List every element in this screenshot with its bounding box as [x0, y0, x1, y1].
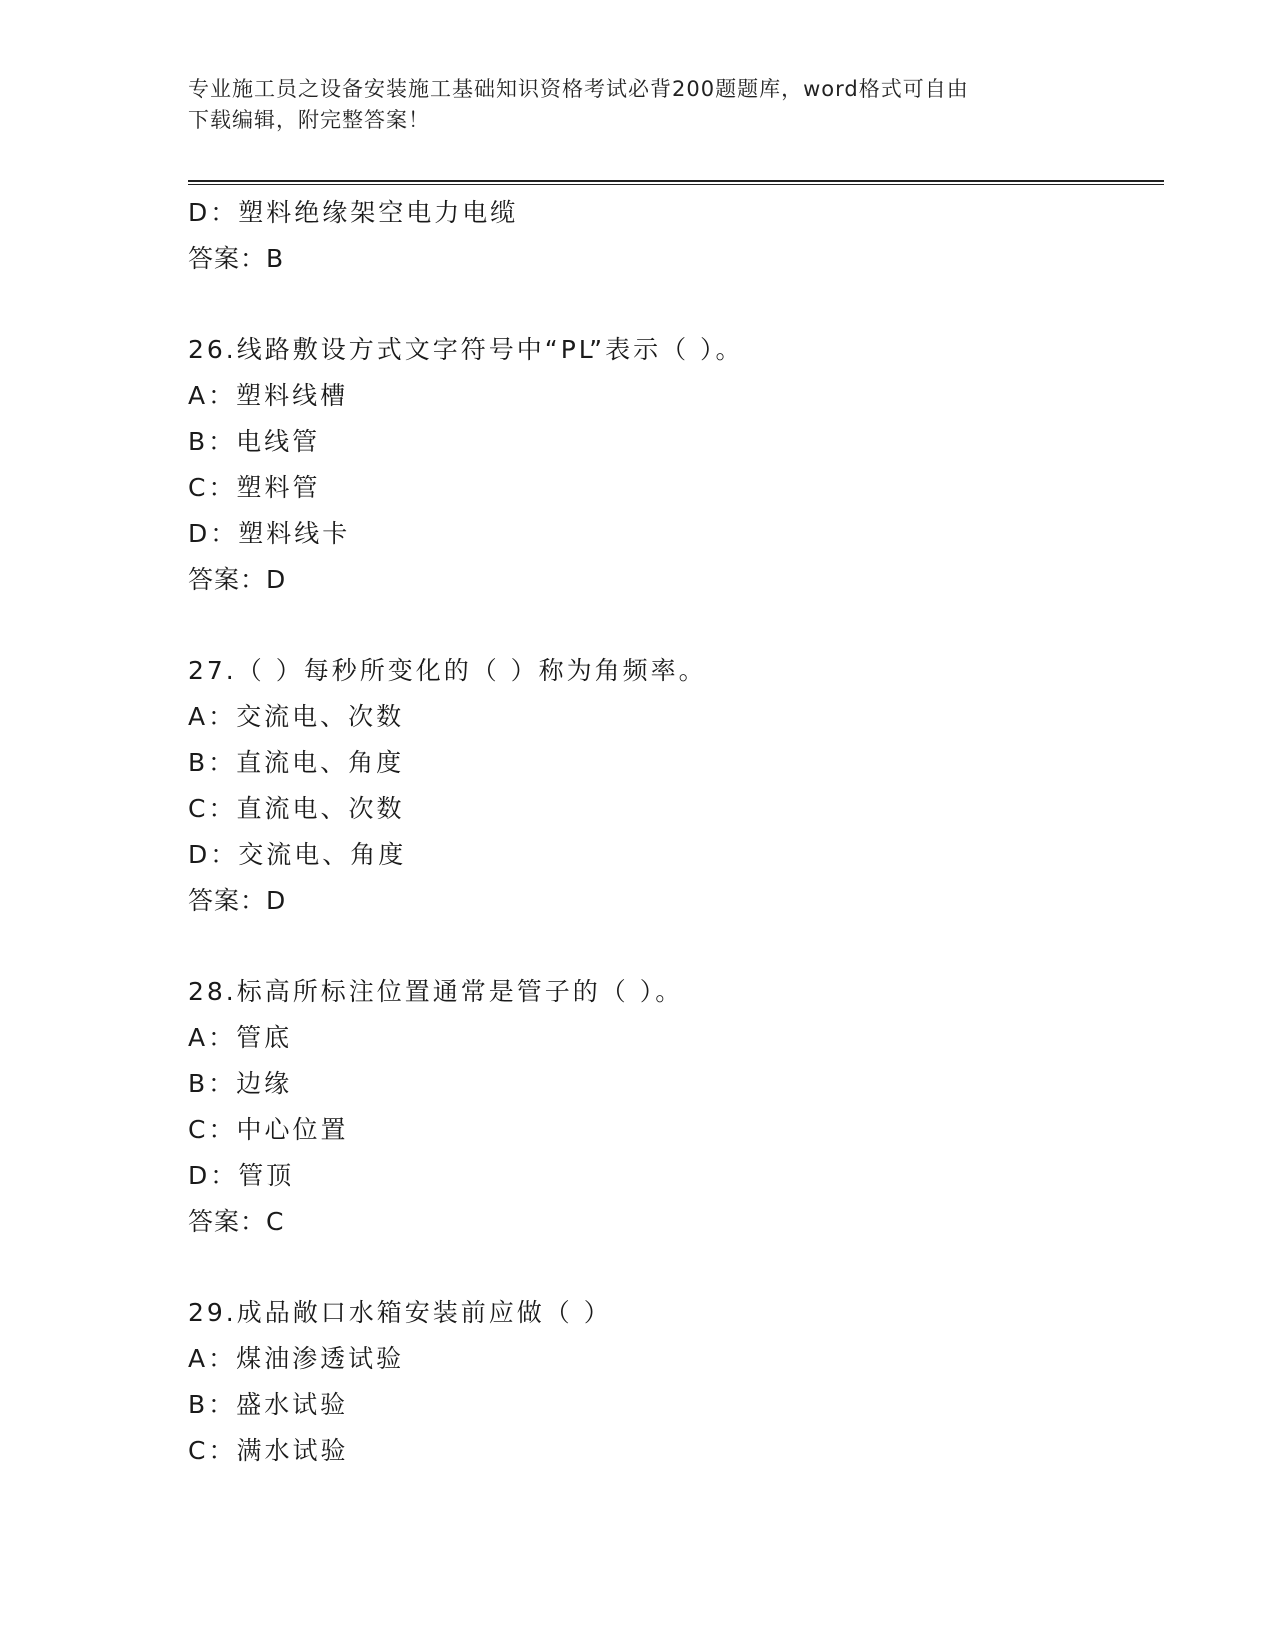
answer-line: 答案：B [188, 244, 285, 273]
question-stem: 29.成品敞口水箱安装前应做（ ） [188, 1298, 612, 1327]
document-header [188, 74, 1068, 136]
question-29 [188, 1290, 1164, 1474]
option-d: D：塑料绝缘架空电力电缆 [188, 198, 519, 227]
spacer [188, 1245, 1164, 1290]
answer-line: 答案：D [188, 565, 287, 594]
spacer [188, 924, 1164, 969]
answer-line: 答案：C [188, 1207, 285, 1236]
option-b: B：直流电、角度 [188, 748, 405, 777]
option-a: A：塑料线槽 [188, 381, 349, 410]
header-divider [188, 180, 1164, 185]
option-b: B：电线管 [188, 427, 321, 456]
answer-line: 答案：D [188, 886, 287, 915]
option-c: C：塑料管 [188, 473, 321, 502]
option-a: A：煤油渗透试验 [188, 1344, 405, 1373]
option-b: B：边缘 [188, 1069, 293, 1098]
question-list [188, 190, 1164, 1474]
question-26 [188, 327, 1164, 603]
header-line-1: 专业施工员之设备安装施工基础知识资格考试必背200题题库，word格式可自由 [188, 77, 969, 101]
question-stem: 27.（ ）每秒所变化的（ ）称为角频率。 [188, 656, 707, 685]
option-a: A：管底 [188, 1023, 293, 1052]
question-28 [188, 969, 1164, 1245]
question-stem: 28.标高所标注位置通常是管子的（ ）。 [188, 977, 684, 1006]
option-d: D：塑料线卡 [188, 519, 351, 548]
header-line-2: 下载编辑，附完整答案！ [188, 108, 430, 132]
option-c: C：满水试验 [188, 1436, 349, 1465]
spacer [188, 282, 1164, 327]
option-d: D：管顶 [188, 1161, 295, 1190]
option-c: C：直流电、次数 [188, 794, 405, 823]
question-stem: 26.线路敷设方式文字符号中“PL”表示（ ）。 [188, 335, 744, 364]
option-c: C：中心位置 [188, 1115, 349, 1144]
spacer [188, 603, 1164, 648]
question-27 [188, 648, 1164, 924]
option-d: D：交流电、角度 [188, 840, 407, 869]
option-a: A：交流电、次数 [188, 702, 405, 731]
option-b: B：盛水试验 [188, 1390, 349, 1419]
